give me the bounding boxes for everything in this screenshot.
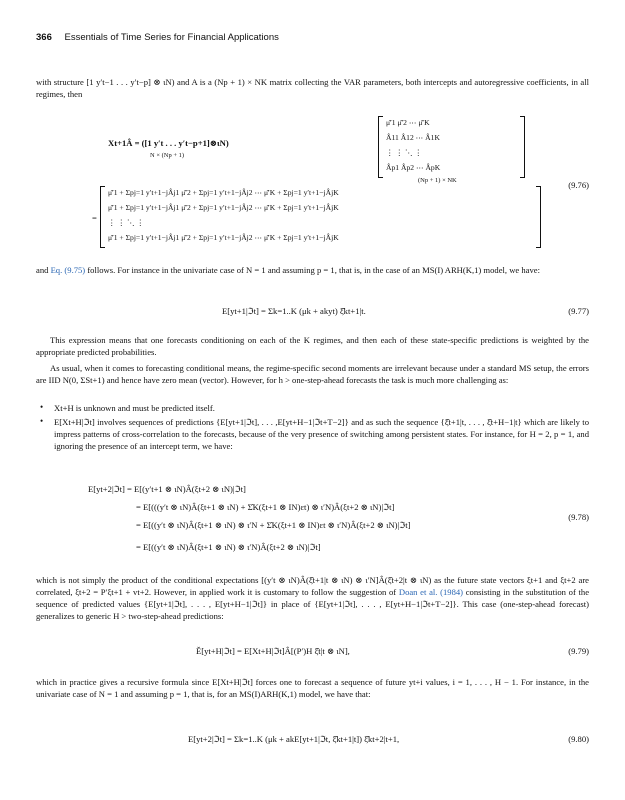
- eq978-line1: E[yt+2|ℑt] = E[(y′t+1 ⊗ ιN)Â(ξt+2 ⊗ ιN)|ℑt]: [88, 484, 246, 494]
- eq-975-link[interactable]: Eq. (9.75): [50, 265, 86, 275]
- eq976-big-bracket-left: [100, 186, 105, 248]
- bullet-1: Xt+H is unknown and must be predicted itself.: [54, 403, 215, 413]
- eq978-number: (9.78): [568, 512, 589, 522]
- eq976-number: (9.76): [568, 180, 589, 190]
- eq976-small-bracket-right: [520, 116, 525, 178]
- bullet-1-marker: •: [40, 402, 44, 412]
- running-title: Essentials of Time Series for Financial Applications: [64, 32, 279, 43]
- equation-9-77: E[yt+1|ℑt] = Σk=1..K (μk + akyt) ξ̂kt+1|t.: [222, 306, 366, 316]
- eq976-mat-row2: Â11 Â12 ⋯ Â1K: [386, 133, 440, 142]
- running-header: [36, 32, 279, 43]
- paragraph-1: with structure [1 y′t−1 . . . y′t−p] ⊗ ιN) and A is a (Np + 1) × NK matrix collecting the VAR parameters, both intercepts and autoregressive coefficients, in all regimes, then: [36, 77, 589, 99]
- page-number: 366: [36, 32, 52, 43]
- bullet-2-marker: •: [40, 416, 44, 426]
- eq976-under: N × (Np + 1): [150, 152, 185, 159]
- bullet-2: E[Xt+H|ℑt] involves sequences of predictions {E[yt+1|ℑt], . . . ,E[yt+H−1|ℑt+T−2]} and as such the sequence {ξ̂t+1|t, . . . , ξ̂t+H−1|t} which are likely to impress patterns of cross-correlation to the forecasts, because of the very presence of switching among persistent states. For instance, for H = 2, p = 1, and ignoring the presence of an intercept term, we have:: [54, 417, 589, 451]
- paragraph-6: which in practice gives a recursive formula since E[Xt+H|ℑt] forces one to forecast a sequence of future yt+i values, i = 1, . . . , H − 1. For instance, in the univariate case of N = 1 and assuming p = 1, that is, for an MS(I)ARH(K,1) model, we have that:: [36, 677, 589, 699]
- eq976-mat-dim: (Np + 1) × NK: [418, 177, 457, 184]
- paragraph-5: which is not simply the product of the conditional expectations [(y′t ⊗ ιN)Â(ξ̂t+1|t ⊗ ιN) ⊗ ι′N]Â(ξ̂t+2|t ⊗ ιN) as the future state vectors ξt+1 and ξt+2 are correlated, ξt+2 = P′ξt+1 + vt+2. However, in applied work it is customary to follow the suggestion of Doan et al. (1984) consisting in the substitution of the sequence of predicted values {E[yt+1|ℑt], . . . , E[yt+H−1|ℑt]} in place of {E[yt+1|ℑt], . . . , E[yt+H−1|ℑt+T−2]}. This case (one-step-ahead forecast) generalizes to generic H > two-step-ahead predictions:: [36, 575, 590, 621]
- eq976-mat-row4: Âp1 Âp2 ⋯ ÂpK: [386, 163, 441, 172]
- eq976-mat-row3: ⋮ ⋮ ⋱ ⋮: [386, 148, 423, 157]
- eq980-number: (9.80): [568, 734, 589, 744]
- eq978-line3: = E[((y′t ⊗ ιN)Â(ξt+1 ⊗ ιN) ⊗ ι′N + Σ̂K(ξt+1 ⊗ IN)εt ⊗ ι′N)Â(ξt+2 ⊗ ιN)|ℑt]: [136, 520, 411, 530]
- paragraph-4: As usual, when it comes to forecasting conditional means, the regime-specific second moments are irrelevant because under a standard MS setup, the errors are IID N(0, ΣSt+1) and hence have zero mean (vector). However, for h > one-step-ahead forecasts the task is much more challenging as:: [36, 363, 589, 385]
- eq976-big-row3: ⋮ ⋮ ⋱ ⋮: [108, 218, 145, 227]
- eq979-number: (9.79): [568, 646, 589, 656]
- eq978-line2: = E[(((y′t ⊗ ιN)Â(ξt+1 ⊗ ιN) + Σ̂K(ξt+1 ⊗ IN)εt) ⊗ ι′N)Â(ξt+2 ⊗ ιN)|ℑt]: [136, 502, 395, 512]
- eq976-big-row4: μ̂′1 + Σpj=1 y′t+1−jÂj1 μ̂′2 + Σpj=1 y′t+1−jÂj2 ⋯ μ̂′K + Σpj=1 y′t+1−jÂjK: [108, 233, 339, 242]
- paragraph-3: This expression means that one forecasts conditioning on each of the K regimes, and then each of these state-specific predictions is weighted by the appropriate predicted probabilities.: [36, 335, 589, 357]
- eq978-line4: = E[((y′t ⊗ ιN)Â(ξt+1 ⊗ ιN) ⊗ ι′N)Â(ξt+2 ⊗ ιN)|ℑt]: [136, 542, 321, 552]
- eq976-big-row2: μ̂′1 + Σpj=1 y′t+1−jÂj1 μ̂′2 + Σpj=1 y′t+1−jÂj2 ⋯ μ̂′K + Σpj=1 y′t+1−jÂjK: [108, 203, 339, 212]
- eq976-small-bracket-left: [378, 116, 383, 178]
- eq976-big-row1: μ̂′1 + Σpj=1 y′t+1−jÂj1 μ̂′2 + Σpj=1 y′t+1−jÂj2 ⋯ μ̂′K + Σpj=1 y′t+1−jÂjK: [108, 188, 339, 197]
- eq976-mat-row1: μ̂′1 μ̂′2 ⋯ μ̂′K: [386, 118, 430, 127]
- eq977-number: (9.77): [568, 306, 589, 316]
- paragraph-2: and Eq. (9.75) follows. For instance in the univariate case of N = 1 and assuming p = 1, that is, in the case of an MS(I) ARH(K,1) model, we have:: [36, 265, 540, 275]
- equation-9-80: E[yt+2|ℑt] = Σk=1..K (μk + akE[yt+1|ℑt, ξ̂kt+1|t]) ξ̂kt+2|t+1,: [188, 734, 400, 744]
- eq976-big-bracket-right: [536, 186, 541, 248]
- equation-9-79: Ě[yt+H|ℑt] = E[Xt+H|ℑt]Â[(P′)H ξ̂t|t ⊗ ιN],: [196, 646, 350, 656]
- doan-1984-link[interactable]: Doan et al. (1984): [398, 587, 464, 597]
- eq976-equals: =: [92, 213, 97, 223]
- eq976-lhs: Xt+1Â = ([1 y′t . . . y′t−p+1]⊗ιN): [108, 138, 229, 148]
